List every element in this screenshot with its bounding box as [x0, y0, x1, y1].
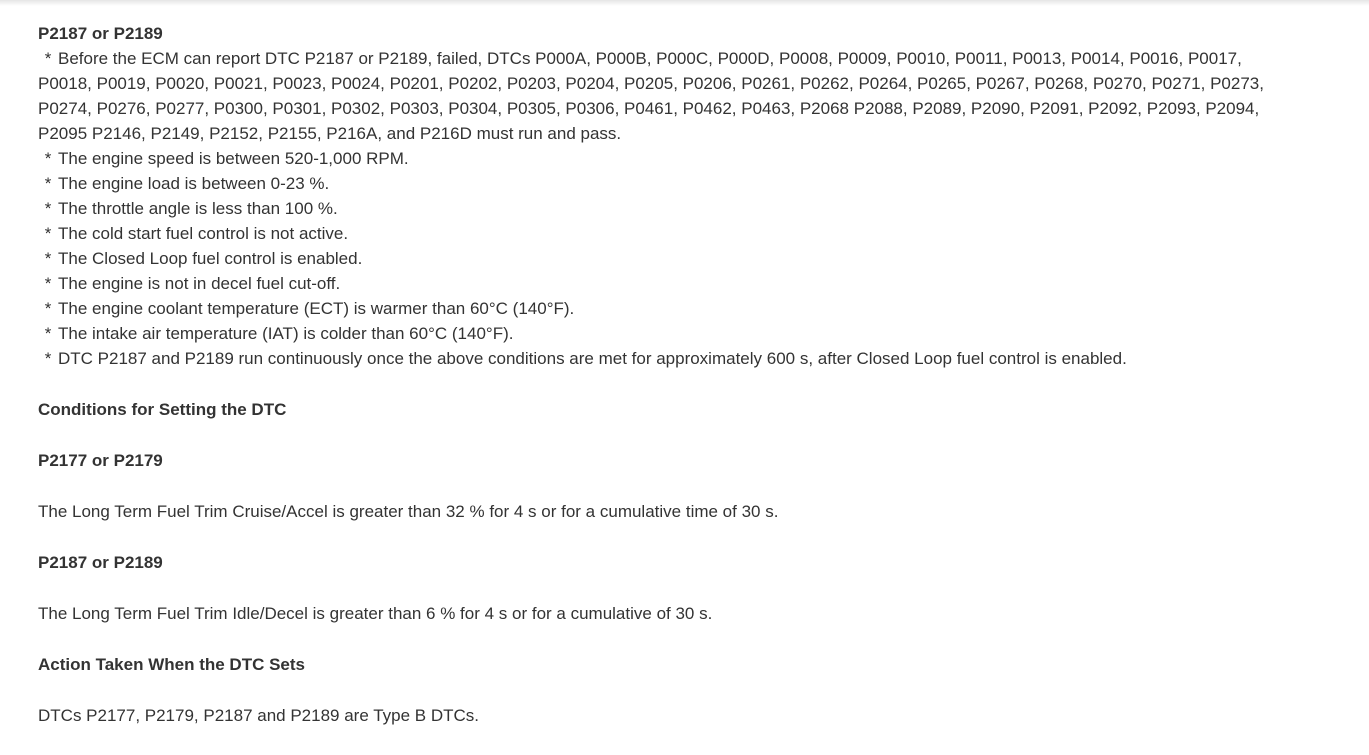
list-item: [38, 246, 1338, 271]
list-item: [38, 346, 1338, 371]
list-item: [38, 146, 1338, 171]
bullet-marker: *: [44, 249, 52, 268]
list-item: [38, 221, 1338, 246]
intro-bullet-text: Before the ECM can report DTC P2187 or P2189, failed, DTCs P000A, P000B, P000C, P000D, P0008, P0009, P0010, P0011, P0013, P0014, P0016, P0017, P0018, P0019, P0020, P0021, P0023, P0024, P0201, P0202, P0203, P0204, P0205, P0206, P0261, P0262, P0264, P0265, P0267, P0268, P0270, P0271, P0273, P0274, P0276, P0277, P0300, P0301, P0302, P0303, P0304, P0305, P0306, P0461, P0462, P0463, P2068 P2088, P2089, P2090, P2091, P2092, P2093, P2094, P2095 P2146, P2149, P2152, P2155, P216A, and P216D must run and pass.: [38, 49, 1264, 143]
spacer: [38, 371, 1338, 397]
spacer: [38, 575, 1338, 601]
spacer: [38, 626, 1338, 652]
conditions-heading: Conditions for Setting the DTC: [38, 400, 287, 419]
spacer: [38, 473, 1338, 499]
list-item: [38, 196, 1338, 221]
list-item-text: The engine is not in decel fuel cut-off.: [58, 274, 341, 293]
p2187-description: The Long Term Fuel Trim Idle/Decel is greater than 6 % for 4 s or for a cumulative of 30 s.: [38, 604, 713, 623]
bullet-marker: *: [44, 349, 52, 368]
bullet-marker: *: [44, 299, 52, 318]
document-body: [38, 21, 1338, 728]
top-shadow: [0, 0, 1369, 6]
list-item-text: The Closed Loop fuel control is enabled.: [58, 249, 363, 268]
section-heading-p2187-2: P2187 or P2189: [38, 553, 163, 572]
bullet-marker: *: [44, 174, 52, 193]
bullet-marker: *: [44, 149, 52, 168]
list-item-text: DTC P2187 and P2189 run continuously once the above conditions are met for approximately 600 s, after Closed Loop fuel control is enabled.: [58, 349, 1127, 368]
spacer: [38, 677, 1338, 703]
action-description: DTCs P2177, P2179, P2187 and P2189 are Type B DTCs.: [38, 706, 480, 725]
bullet-marker: *: [44, 324, 52, 343]
section-heading-p2187: P2187 or P2189: [38, 24, 163, 43]
list-item-text: The engine coolant temperature (ECT) is warmer than 60°C (140°F).: [58, 299, 575, 318]
section-heading-p2177: P2177 or P2179: [38, 451, 163, 470]
list-item: [38, 171, 1338, 196]
list-item-text: The engine speed is between 520-1,000 RPM.: [58, 149, 409, 168]
list-item-text: The cold start fuel control is not active.: [58, 224, 349, 243]
bullet-marker: *: [44, 224, 52, 243]
list-item: [38, 271, 1338, 296]
list-item-text: The throttle angle is less than 100 %.: [58, 199, 338, 218]
bullet-marker: *: [44, 49, 52, 68]
list-item-text: The intake air temperature (IAT) is colder than 60°C (140°F).: [58, 324, 514, 343]
bullet-marker: *: [44, 274, 52, 293]
conditions-list: [38, 146, 1338, 371]
list-item: [38, 296, 1338, 321]
spacer: [38, 422, 1338, 448]
list-item: [38, 321, 1338, 346]
spacer: [38, 524, 1338, 550]
bullet-marker: *: [44, 199, 52, 218]
action-heading: Action Taken When the DTC Sets: [38, 655, 305, 674]
list-item-text: The engine load is between 0-23 %.: [58, 174, 330, 193]
intro-bullet: [38, 46, 1278, 146]
p2177-description: The Long Term Fuel Trim Cruise/Accel is greater than 32 % for 4 s or for a cumulative time of 30 s.: [38, 502, 779, 521]
